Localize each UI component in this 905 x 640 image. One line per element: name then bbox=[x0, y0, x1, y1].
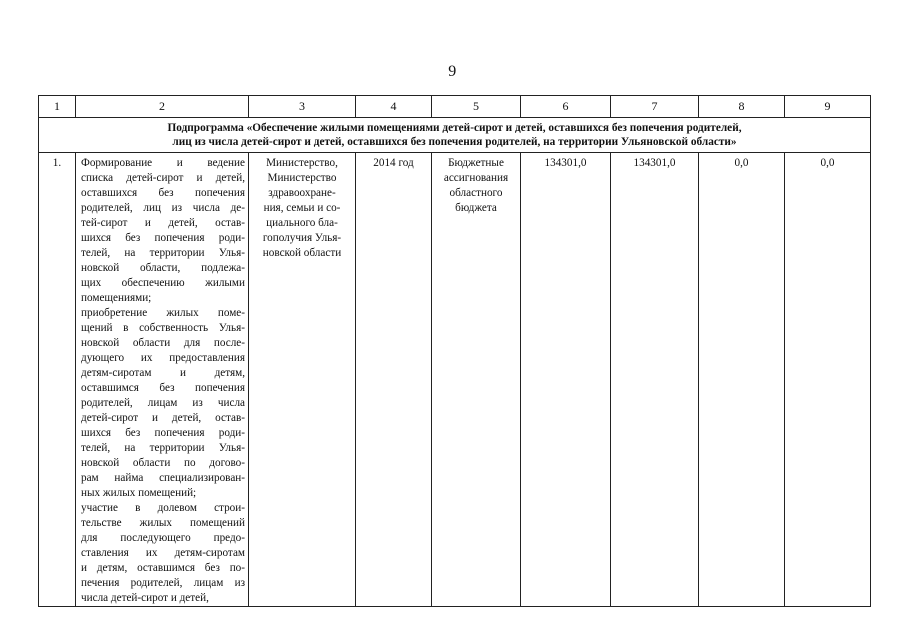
subprogram-title bbox=[39, 118, 871, 153]
amount-2014-cell: 134301,0 bbox=[611, 153, 699, 607]
funding-source-line: областного bbox=[449, 187, 503, 199]
description-line: ставления их детям-сиротам bbox=[81, 547, 245, 559]
executor-line: здравоохране- bbox=[268, 187, 336, 199]
description-line: дующего их предоставления bbox=[81, 352, 245, 364]
table-row bbox=[39, 153, 871, 607]
executor-line: Министерство, bbox=[266, 157, 338, 169]
executor-line: гополучия Улья- bbox=[262, 232, 342, 244]
description-line: щих обеспечению жилыми bbox=[81, 277, 245, 289]
description-line: тельстве жилых помещений bbox=[81, 517, 245, 529]
description-line: числа детей-сирот и детей, bbox=[81, 592, 209, 604]
description-line: помещениями; bbox=[81, 292, 152, 304]
column-header-5: 5 bbox=[432, 96, 521, 118]
funding-source-line: ассигнования bbox=[443, 172, 509, 184]
description-line: детям-сиротам и детям, bbox=[81, 367, 245, 379]
executor-line: циального бла- bbox=[266, 217, 338, 229]
column-header-7: 7 bbox=[611, 96, 699, 118]
description-line: оставшимся без попечения bbox=[81, 382, 245, 394]
description-line: новской области для после- bbox=[81, 337, 245, 349]
funding-source-line: бюджета bbox=[455, 202, 497, 214]
subprogram-title-line: лиц из числа детей-сирот и детей, оставшихся без попечения родителей, на территории Ульяновской области» bbox=[172, 136, 737, 148]
description-line: родителей, лиц из числа де- bbox=[81, 202, 245, 214]
program-table bbox=[38, 95, 871, 607]
column-header-9: 9 bbox=[785, 96, 871, 118]
description-line: печения родителей, лицам из bbox=[81, 577, 245, 589]
column-header-3: 3 bbox=[249, 96, 356, 118]
description-line: участие в долевом строи- bbox=[81, 502, 245, 514]
amount-2016-cell: 0,0 bbox=[785, 153, 871, 607]
description-line: рам найма специализирован- bbox=[81, 472, 245, 484]
description-line: телей, на территории Улья- bbox=[81, 442, 245, 454]
subprogram-title-row bbox=[39, 118, 871, 153]
executor-cell bbox=[249, 153, 356, 607]
column-number-row bbox=[39, 96, 871, 118]
description-line: для последующего предо- bbox=[81, 532, 245, 544]
amount-2015-cell: 0,0 bbox=[699, 153, 785, 607]
subprogram-title-line: Подпрограмма «Обеспечение жилыми помещениями детей-сирот и детей, оставшихся без попечения родителей, bbox=[167, 122, 742, 134]
total-amount-cell: 134301,0 bbox=[521, 153, 611, 607]
page-number: 9 bbox=[448, 63, 457, 80]
column-header-1: 1 bbox=[39, 96, 76, 118]
description-line: шихся без попечения роди- bbox=[81, 232, 245, 244]
description-line: новской области по догово- bbox=[81, 457, 245, 469]
description-line: ных жилых помещений; bbox=[81, 487, 197, 499]
description-line: новской области, подлежа- bbox=[81, 262, 245, 274]
description-line: оставшихся без попечения bbox=[81, 187, 245, 199]
period-cell: 2014 год bbox=[356, 153, 432, 607]
description-line: родителей, лицам из числа bbox=[81, 397, 245, 409]
description-line: списка детей-сирот и детей, bbox=[81, 172, 245, 184]
column-header-6: 6 bbox=[521, 96, 611, 118]
description-line: тей-сирот и детей, остав- bbox=[81, 217, 245, 229]
column-header-4: 4 bbox=[356, 96, 432, 118]
row-number: 1. bbox=[39, 153, 76, 607]
funding-source-cell bbox=[432, 153, 521, 607]
executor-line: новской области bbox=[262, 247, 342, 259]
description-line: приобретение жилых поме- bbox=[81, 307, 245, 319]
description-line: щений в собственность Улья- bbox=[81, 322, 245, 334]
funding-source-line: Бюджетные bbox=[448, 157, 504, 169]
description-line: Формирование и ведение bbox=[81, 157, 245, 169]
description-line: и детям, оставшимся без по- bbox=[81, 562, 245, 574]
description-line: детей-сирот и детей, остав- bbox=[81, 412, 245, 424]
column-header-8: 8 bbox=[699, 96, 785, 118]
description-line: шихся без попечения роди- bbox=[81, 427, 245, 439]
activity-description bbox=[76, 153, 249, 607]
column-header-2: 2 bbox=[76, 96, 249, 118]
description-line: телей, на территории Улья- bbox=[81, 247, 245, 259]
executor-line: ния, семьи и со- bbox=[263, 202, 341, 214]
executor-line: Министерство bbox=[267, 172, 337, 184]
